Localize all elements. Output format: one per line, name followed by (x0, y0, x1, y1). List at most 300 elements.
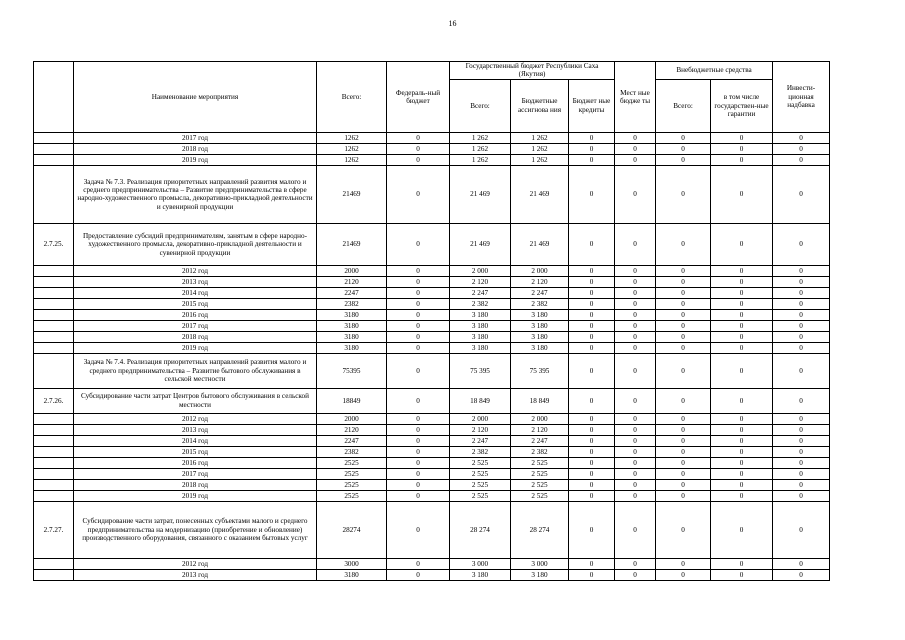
cell-investment: 0 (773, 446, 830, 457)
cell-guarantees: 0 (711, 154, 773, 165)
year-row (34, 154, 830, 165)
cell-credits: 0 (569, 132, 615, 143)
cell-local: 0 (615, 276, 656, 287)
cell-num: 2.7.26. (34, 388, 74, 413)
cell-federal: 0 (387, 468, 450, 479)
cell-investment: 0 (773, 479, 830, 490)
cell-name: 2012 год (74, 413, 317, 424)
cell-guarantees: 0 (711, 287, 773, 298)
cell-appropriations: 2 525 (511, 468, 569, 479)
cell-total: 1262 (317, 154, 387, 165)
cell-investment: 0 (773, 468, 830, 479)
cell-federal: 0 (387, 331, 450, 342)
cell-local: 0 (615, 298, 656, 309)
cell-federal: 0 (387, 320, 450, 331)
cell-federal: 0 (387, 165, 450, 223)
cell-local: 0 (615, 331, 656, 342)
cell-guarantees: 0 (711, 132, 773, 143)
cell-state-total: 21 469 (450, 223, 511, 265)
cell-local: 0 (615, 165, 656, 223)
header-name: Наименование мероприятия (74, 62, 317, 133)
cell-name: 2016 год (74, 309, 317, 320)
cell-num (34, 165, 74, 223)
cell-appropriations: 2 120 (511, 424, 569, 435)
cell-appropriations: 75 395 (511, 353, 569, 388)
year-row (34, 558, 830, 569)
cell-federal: 0 (387, 413, 450, 424)
cell-num (34, 435, 74, 446)
year-row (34, 457, 830, 468)
cell-federal: 0 (387, 446, 450, 457)
cell-total: 28274 (317, 501, 387, 558)
cell-total: 2525 (317, 479, 387, 490)
cell-state-total: 2 525 (450, 490, 511, 501)
cell-appropriations: 2 247 (511, 287, 569, 298)
cell-investment: 0 (773, 298, 830, 309)
cell-credits: 0 (569, 298, 615, 309)
cell-investment: 0 (773, 320, 830, 331)
cell-federal: 0 (387, 558, 450, 569)
cell-name: 2019 год (74, 342, 317, 353)
cell-state-total: 21 469 (450, 165, 511, 223)
cell-credits: 0 (569, 154, 615, 165)
cell-total: 75395 (317, 353, 387, 388)
cell-guarantees: 0 (711, 353, 773, 388)
cell-federal: 0 (387, 490, 450, 501)
header-extrabudget: Внебюджетные средства (656, 62, 773, 80)
cell-name: 2015 год (74, 446, 317, 457)
cell-investment: 0 (773, 287, 830, 298)
cell-appropriations: 21 469 (511, 165, 569, 223)
cell-extra-total: 0 (656, 223, 711, 265)
cell-total: 2247 (317, 287, 387, 298)
cell-state-total: 2 525 (450, 479, 511, 490)
cell-name: 2017 год (74, 468, 317, 479)
cell-guarantees: 0 (711, 309, 773, 320)
cell-state-total: 2 120 (450, 276, 511, 287)
cell-extra-total: 0 (656, 413, 711, 424)
cell-name: 2012 год (74, 265, 317, 276)
cell-investment: 0 (773, 413, 830, 424)
task-row (34, 353, 830, 388)
header-total: Всего: (317, 62, 387, 133)
cell-state-total: 3 180 (450, 309, 511, 320)
measure-row (34, 388, 830, 413)
cell-local: 0 (615, 132, 656, 143)
cell-state-total: 2 525 (450, 457, 511, 468)
year-row (34, 413, 830, 424)
cell-guarantees: 0 (711, 276, 773, 287)
cell-total: 18849 (317, 388, 387, 413)
cell-state-total: 2 525 (450, 468, 511, 479)
cell-investment: 0 (773, 331, 830, 342)
cell-federal: 0 (387, 479, 450, 490)
cell-local: 0 (615, 435, 656, 446)
cell-guarantees: 0 (711, 265, 773, 276)
cell-appropriations: 1 262 (511, 143, 569, 154)
cell-credits: 0 (569, 446, 615, 457)
cell-local: 0 (615, 424, 656, 435)
header-state-appropriations: Бюджетные ассигнова ния (511, 79, 569, 132)
cell-credits: 0 (569, 457, 615, 468)
cell-extra-total: 0 (656, 331, 711, 342)
cell-investment: 0 (773, 154, 830, 165)
budget-table (33, 61, 830, 581)
cell-extra-total: 0 (656, 276, 711, 287)
cell-num (34, 479, 74, 490)
cell-name: 2012 год (74, 558, 317, 569)
cell-federal: 0 (387, 388, 450, 413)
cell-name: 2017 год (74, 132, 317, 143)
header-federal: Федераль-ный бюджет (387, 62, 450, 133)
cell-credits: 0 (569, 331, 615, 342)
cell-state-total: 1 262 (450, 132, 511, 143)
cell-extra-total: 0 (656, 309, 711, 320)
cell-extra-total: 0 (656, 143, 711, 154)
cell-credits: 0 (569, 490, 615, 501)
table-body (34, 132, 830, 580)
cell-guarantees: 0 (711, 388, 773, 413)
cell-appropriations: 2 525 (511, 479, 569, 490)
year-row (34, 435, 830, 446)
cell-state-total: 18 849 (450, 388, 511, 413)
cell-investment: 0 (773, 457, 830, 468)
cell-investment: 0 (773, 558, 830, 569)
cell-extra-total: 0 (656, 468, 711, 479)
cell-federal: 0 (387, 132, 450, 143)
cell-total: 1262 (317, 132, 387, 143)
cell-local: 0 (615, 353, 656, 388)
cell-guarantees: 0 (711, 298, 773, 309)
year-row (34, 331, 830, 342)
cell-appropriations: 2 525 (511, 490, 569, 501)
cell-total: 3180 (317, 331, 387, 342)
cell-local: 0 (615, 342, 656, 353)
cell-num (34, 298, 74, 309)
cell-credits: 0 (569, 165, 615, 223)
year-row (34, 490, 830, 501)
cell-federal: 0 (387, 287, 450, 298)
cell-local: 0 (615, 490, 656, 501)
cell-name: 2018 год (74, 479, 317, 490)
cell-num (34, 143, 74, 154)
cell-num: 2.7.25. (34, 223, 74, 265)
cell-guarantees: 0 (711, 165, 773, 223)
cell-federal: 0 (387, 353, 450, 388)
cell-guarantees: 0 (711, 457, 773, 468)
cell-num (34, 353, 74, 388)
cell-guarantees: 0 (711, 446, 773, 457)
cell-state-total: 2 382 (450, 446, 511, 457)
year-row (34, 265, 830, 276)
year-row (34, 132, 830, 143)
year-row (34, 309, 830, 320)
cell-local: 0 (615, 287, 656, 298)
header-state-budget: Государственный бюджет Республики Саха (Якутия) (450, 62, 615, 80)
cell-credits: 0 (569, 388, 615, 413)
cell-total: 2382 (317, 446, 387, 457)
cell-credits: 0 (569, 468, 615, 479)
cell-investment: 0 (773, 501, 830, 558)
cell-credits: 0 (569, 435, 615, 446)
cell-investment: 0 (773, 223, 830, 265)
cell-extra-total: 0 (656, 154, 711, 165)
cell-state-total: 3 180 (450, 569, 511, 580)
cell-state-total: 3 000 (450, 558, 511, 569)
cell-num (34, 154, 74, 165)
cell-federal: 0 (387, 265, 450, 276)
cell-federal: 0 (387, 342, 450, 353)
cell-investment: 0 (773, 342, 830, 353)
cell-local: 0 (615, 154, 656, 165)
cell-federal: 0 (387, 435, 450, 446)
cell-name: Субсидирование части затрат Центров бытового обслуживания в сельской местности (74, 388, 317, 413)
cell-appropriations: 2 000 (511, 265, 569, 276)
cell-investment: 0 (773, 265, 830, 276)
table-header (34, 62, 830, 133)
cell-num (34, 265, 74, 276)
cell-credits: 0 (569, 413, 615, 424)
cell-investment: 0 (773, 569, 830, 580)
cell-total: 3180 (317, 342, 387, 353)
cell-extra-total: 0 (656, 265, 711, 276)
year-row (34, 276, 830, 287)
cell-investment: 0 (773, 165, 830, 223)
cell-appropriations: 21 469 (511, 223, 569, 265)
header-number (34, 62, 74, 133)
cell-state-total: 75 395 (450, 353, 511, 388)
cell-state-total: 2 000 (450, 265, 511, 276)
cell-federal: 0 (387, 309, 450, 320)
cell-total: 2247 (317, 435, 387, 446)
cell-extra-total: 0 (656, 353, 711, 388)
cell-total: 3180 (317, 320, 387, 331)
cell-local: 0 (615, 457, 656, 468)
cell-num (34, 424, 74, 435)
cell-appropriations: 3 180 (511, 342, 569, 353)
cell-credits: 0 (569, 223, 615, 265)
cell-total: 2120 (317, 424, 387, 435)
cell-name: 2019 год (74, 154, 317, 165)
cell-name: 2014 год (74, 435, 317, 446)
cell-investment: 0 (773, 143, 830, 154)
header-state-credits: Бюджет ные кредиты (569, 79, 615, 132)
cell-total: 2525 (317, 490, 387, 501)
cell-state-total: 2 120 (450, 424, 511, 435)
cell-local: 0 (615, 320, 656, 331)
cell-local: 0 (615, 223, 656, 265)
cell-name: 2017 год (74, 320, 317, 331)
cell-name: 2018 год (74, 143, 317, 154)
cell-total: 3000 (317, 558, 387, 569)
cell-local: 0 (615, 479, 656, 490)
header-local: Мест ные бюдже ты (615, 62, 656, 133)
cell-total: 2000 (317, 265, 387, 276)
cell-investment: 0 (773, 435, 830, 446)
cell-appropriations: 2 525 (511, 457, 569, 468)
cell-local: 0 (615, 468, 656, 479)
year-row (34, 287, 830, 298)
year-row (34, 298, 830, 309)
cell-state-total: 2 000 (450, 413, 511, 424)
cell-credits: 0 (569, 143, 615, 154)
cell-appropriations: 3 180 (511, 309, 569, 320)
cell-name: 2013 год (74, 569, 317, 580)
cell-extra-total: 0 (656, 490, 711, 501)
cell-extra-total: 0 (656, 388, 711, 413)
year-row (34, 468, 830, 479)
header-investment: Инвести-ционная надбавка (773, 62, 830, 133)
cell-extra-total: 0 (656, 424, 711, 435)
measure-row (34, 501, 830, 558)
cell-credits: 0 (569, 276, 615, 287)
cell-extra-total: 0 (656, 165, 711, 223)
cell-appropriations: 2 000 (511, 413, 569, 424)
cell-credits: 0 (569, 320, 615, 331)
cell-appropriations: 3 180 (511, 569, 569, 580)
cell-investment: 0 (773, 353, 830, 388)
cell-num (34, 132, 74, 143)
cell-guarantees: 0 (711, 468, 773, 479)
cell-guarantees: 0 (711, 424, 773, 435)
cell-guarantees: 0 (711, 435, 773, 446)
cell-extra-total: 0 (656, 479, 711, 490)
cell-local: 0 (615, 309, 656, 320)
cell-name: 2019 год (74, 490, 317, 501)
year-row (34, 569, 830, 580)
cell-guarantees: 0 (711, 569, 773, 580)
cell-federal: 0 (387, 424, 450, 435)
cell-name: Задача № 7.3. Реализация приоритетных направлений развития малого и среднего предпринимательства – Развитие предпринимательства в сфере народно-художественного промысла, декоративно-прикладной деятельности и сувенирной продукции (74, 165, 317, 223)
cell-num (34, 569, 74, 580)
cell-state-total: 3 180 (450, 342, 511, 353)
cell-appropriations: 28 274 (511, 501, 569, 558)
cell-state-total: 1 262 (450, 143, 511, 154)
cell-guarantees: 0 (711, 143, 773, 154)
cell-guarantees: 0 (711, 331, 773, 342)
cell-appropriations: 18 849 (511, 388, 569, 413)
cell-state-total: 2 247 (450, 435, 511, 446)
cell-credits: 0 (569, 501, 615, 558)
cell-investment: 0 (773, 424, 830, 435)
cell-appropriations: 1 262 (511, 132, 569, 143)
cell-extra-total: 0 (656, 457, 711, 468)
cell-federal: 0 (387, 501, 450, 558)
cell-extra-total: 0 (656, 501, 711, 558)
cell-state-total: 28 274 (450, 501, 511, 558)
cell-local: 0 (615, 143, 656, 154)
cell-num: 2.7.27. (34, 501, 74, 558)
cell-credits: 0 (569, 353, 615, 388)
cell-total: 2525 (317, 457, 387, 468)
year-row (34, 479, 830, 490)
cell-total: 1262 (317, 143, 387, 154)
header-extra-guarantees: в том числе государствен-ные гарантии (711, 79, 773, 132)
cell-credits: 0 (569, 287, 615, 298)
cell-num (34, 446, 74, 457)
cell-investment: 0 (773, 309, 830, 320)
year-row (34, 143, 830, 154)
year-row (34, 446, 830, 457)
cell-state-total: 3 180 (450, 331, 511, 342)
year-row (34, 424, 830, 435)
cell-extra-total: 0 (656, 569, 711, 580)
cell-name: 2016 год (74, 457, 317, 468)
cell-state-total: 2 247 (450, 287, 511, 298)
cell-total: 2382 (317, 298, 387, 309)
cell-credits: 0 (569, 342, 615, 353)
cell-credits: 0 (569, 309, 615, 320)
cell-credits: 0 (569, 479, 615, 490)
cell-num (34, 468, 74, 479)
measure-row (34, 223, 830, 265)
cell-total: 2120 (317, 276, 387, 287)
cell-extra-total: 0 (656, 320, 711, 331)
cell-num (34, 558, 74, 569)
cell-local: 0 (615, 446, 656, 457)
cell-num (34, 490, 74, 501)
task-row (34, 165, 830, 223)
cell-local: 0 (615, 265, 656, 276)
cell-appropriations: 2 382 (511, 298, 569, 309)
cell-guarantees: 0 (711, 320, 773, 331)
year-row (34, 342, 830, 353)
cell-federal: 0 (387, 276, 450, 287)
cell-num (34, 413, 74, 424)
cell-guarantees: 0 (711, 479, 773, 490)
cell-state-total: 1 262 (450, 154, 511, 165)
cell-total: 3180 (317, 309, 387, 320)
cell-appropriations: 2 247 (511, 435, 569, 446)
cell-extra-total: 0 (656, 446, 711, 457)
cell-federal: 0 (387, 143, 450, 154)
cell-guarantees: 0 (711, 490, 773, 501)
cell-investment: 0 (773, 276, 830, 287)
cell-num (34, 342, 74, 353)
cell-state-total: 3 180 (450, 320, 511, 331)
cell-extra-total: 0 (656, 287, 711, 298)
cell-name: Задача № 7.4. Реализация приоритетных направлений развития малого и среднего предпринимательства – Развитие бытового обслуживания в сельской местности (74, 353, 317, 388)
cell-name: 2013 год (74, 276, 317, 287)
cell-extra-total: 0 (656, 435, 711, 446)
cell-federal: 0 (387, 154, 450, 165)
cell-local: 0 (615, 558, 656, 569)
cell-guarantees: 0 (711, 342, 773, 353)
header-extra-total: Всего: (656, 79, 711, 132)
cell-extra-total: 0 (656, 558, 711, 569)
cell-appropriations: 2 382 (511, 446, 569, 457)
cell-extra-total: 0 (656, 342, 711, 353)
cell-total: 3180 (317, 569, 387, 580)
page-number: 16 (448, 19, 457, 28)
cell-name: Субсидирование части затрат, понесенных субъектами малого и среднего предпринимательства на модернизацию (приобретение и обновление) производственного оборудования, связанного с оказанием бытовых услуг (74, 501, 317, 558)
cell-appropriations: 3 180 (511, 331, 569, 342)
cell-guarantees: 0 (711, 413, 773, 424)
cell-credits: 0 (569, 558, 615, 569)
cell-total: 21469 (317, 223, 387, 265)
cell-guarantees: 0 (711, 558, 773, 569)
cell-investment: 0 (773, 132, 830, 143)
header-state-total: Всего: (450, 79, 511, 132)
cell-name: 2015 год (74, 298, 317, 309)
cell-guarantees: 0 (711, 501, 773, 558)
cell-num (34, 287, 74, 298)
cell-total: 21469 (317, 165, 387, 223)
cell-appropriations: 2 120 (511, 276, 569, 287)
cell-investment: 0 (773, 490, 830, 501)
cell-credits: 0 (569, 424, 615, 435)
cell-name: 2014 год (74, 287, 317, 298)
